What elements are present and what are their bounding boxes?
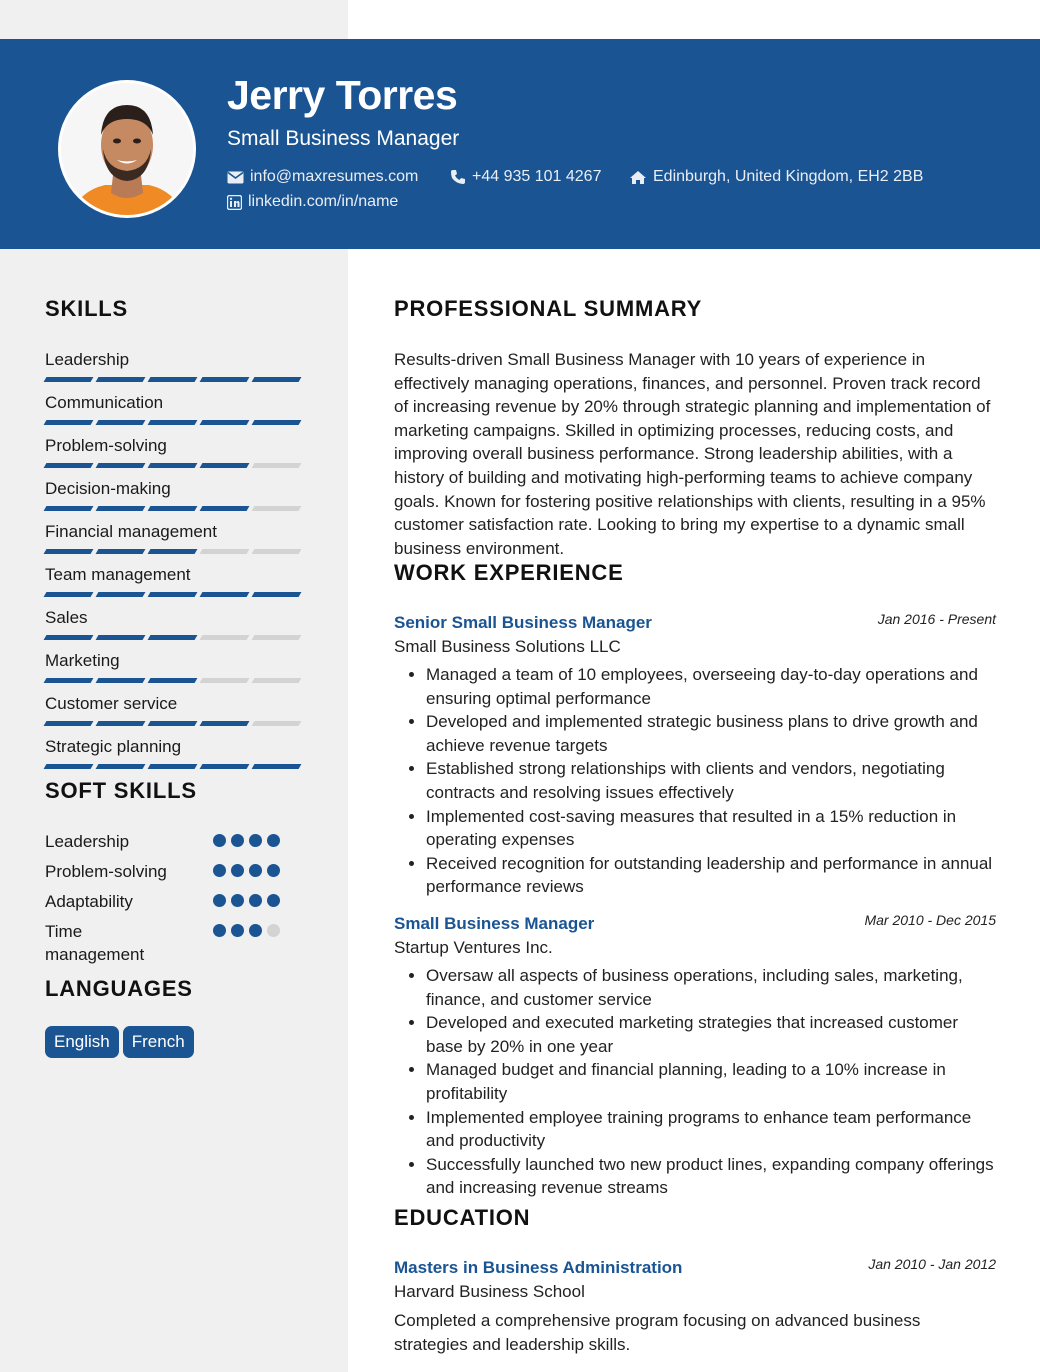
soft-skill-dot [231, 864, 244, 877]
skill-level-segment [44, 721, 94, 726]
languages-section [45, 976, 305, 1058]
job-bullet: • Oversaw all aspects of business operations, including sales, marketing, finance, and customer service [426, 964, 996, 1011]
soft-skill-dot [249, 894, 262, 907]
job-bullet: • Implemented cost-saving measures that resulted in a 15% reduction in operating expenses [426, 805, 996, 852]
skill-level-segment [200, 764, 250, 769]
skill-level-bar [45, 721, 305, 726]
location-text: Edinburgh, United Kingdom, EH2 2BB [653, 168, 924, 185]
candidate-title: Small Business Manager [227, 127, 460, 150]
skill-level-segment [252, 506, 302, 511]
skill-level-segment [252, 592, 302, 597]
skill-label: Financial management [45, 522, 217, 541]
skill-level-segment [148, 549, 198, 554]
education-description: Completed a comprehensive program focusing on advanced business strategies and leadership skills. [394, 1311, 921, 1354]
soft-skill-dot [231, 924, 244, 937]
skill-label: Customer service [45, 694, 178, 713]
job-bullet: • Established strong relationships with clients and vendors, negotiating contracts and resolving issues effectively [426, 757, 996, 804]
job-entry [394, 911, 996, 1200]
skill-row [45, 651, 305, 694]
soft-skills-heading: SOFT SKILLS [45, 778, 197, 803]
skill-level-segment [252, 377, 302, 382]
linkedin-icon [227, 195, 242, 210]
school-name: Harvard Business School [394, 1282, 585, 1301]
skill-level-segment [44, 506, 94, 511]
skills-section [45, 296, 305, 780]
skill-level-segment [44, 764, 94, 769]
soft-skill-dot [231, 834, 244, 847]
skill-level-segment [96, 420, 146, 425]
phone-text: +44 935 101 4267 [472, 168, 602, 185]
summary-heading: PROFESSIONAL SUMMARY [394, 296, 703, 321]
soft-skill-label: Adaptability [45, 892, 133, 911]
home-icon [629, 170, 647, 185]
email-text: info@maxresumes.com [250, 168, 419, 185]
job-title: Small Business Manager [394, 913, 595, 933]
avatar [58, 80, 196, 218]
skill-row [45, 436, 305, 479]
skill-level-segment [252, 463, 302, 468]
job-bullets [394, 964, 996, 1200]
skill-label: Decision-making [45, 479, 171, 498]
job-title: Senior Small Business Manager [394, 613, 652, 632]
skills-heading: SKILLS [45, 296, 129, 321]
skill-level-bar [45, 506, 305, 511]
email-contact[interactable] [227, 168, 418, 186]
soft-skill-dot [249, 924, 262, 937]
resume-header [0, 39, 1040, 249]
language-badge-french: French [123, 1026, 194, 1058]
soft-skill-dot [267, 924, 280, 937]
skill-row [45, 737, 305, 780]
skill-level-segment [148, 635, 198, 640]
skill-label: Strategic planning [45, 737, 182, 756]
skill-level-bar [45, 420, 305, 425]
skill-level-segment [44, 592, 94, 597]
soft-skill-dots [213, 834, 280, 847]
job-date: Mar 2010 - Dec 2015 [864, 911, 996, 928]
skill-level-bar [45, 678, 305, 683]
education-date: Jan 2010 - Jan 2012 [868, 1256, 996, 1272]
envelope-icon [227, 171, 244, 184]
soft-skill-dots [213, 864, 280, 877]
skill-label: Sales [45, 608, 88, 627]
skill-level-segment [44, 377, 94, 382]
skill-level-segment [96, 764, 146, 769]
soft-skills-section [45, 778, 305, 978]
soft-skill-dot [267, 894, 280, 907]
skill-level-segment [148, 463, 198, 468]
skill-level-segment [44, 420, 94, 425]
soft-skill-label: Problem-solving [45, 862, 167, 881]
linkedin-text: linkedin.com/in/name [248, 193, 399, 210]
skill-level-segment [44, 549, 94, 554]
skill-level-segment [148, 420, 198, 425]
skill-level-segment [200, 463, 250, 468]
skill-level-segment [200, 721, 250, 726]
skill-level-bar [45, 592, 305, 597]
location-contact [629, 168, 923, 186]
soft-skill-dot [213, 834, 226, 847]
skill-level-segment [148, 592, 198, 597]
skill-level-segment [44, 463, 94, 468]
skill-level-segment [148, 678, 198, 683]
skill-level-segment [148, 377, 198, 382]
skill-level-segment [252, 420, 302, 425]
skill-level-segment [252, 721, 302, 726]
skill-level-segment [96, 506, 146, 511]
skill-label: Leadership [45, 350, 130, 369]
skills-list [45, 350, 305, 780]
skill-level-segment [252, 549, 302, 554]
skill-label: Marketing [45, 651, 120, 670]
skill-level-segment [200, 377, 250, 382]
soft-skill-dot [249, 834, 262, 847]
education-section [394, 1205, 996, 1357]
job-entry [394, 613, 996, 899]
skill-level-segment [252, 764, 302, 769]
phone-contact[interactable] [450, 168, 601, 186]
skill-level-segment [148, 506, 198, 511]
skill-level-segment [96, 377, 146, 382]
skill-level-segment [96, 549, 146, 554]
skill-row [45, 522, 305, 565]
job-bullet: • Received recognition for outstanding leadership and performance in annual performance reviews [426, 852, 996, 899]
job-bullet: • Developed and implemented strategic business plans to drive growth and achieve revenue targets [426, 710, 996, 757]
skill-label: Problem-solving [45, 436, 167, 455]
skill-level-segment [44, 678, 94, 683]
company-name: Small Business Solutions LLC [394, 637, 621, 656]
languages-list [45, 1026, 305, 1058]
skill-label: Team management [45, 565, 191, 584]
company-name: Startup Ventures Inc. [394, 937, 553, 957]
skill-level-segment [252, 635, 302, 640]
skill-level-segment [148, 764, 198, 769]
skill-level-segment [200, 506, 250, 511]
skill-level-segment [96, 635, 146, 640]
degree-title: Masters in Business Administration [394, 1258, 683, 1277]
experience-section [394, 560, 996, 1200]
skill-level-segment [200, 592, 250, 597]
skill-row [45, 565, 305, 608]
skill-row [45, 479, 305, 522]
job-bullets [394, 663, 996, 899]
soft-skill-dot [213, 864, 226, 877]
summary-section [394, 296, 996, 560]
skill-level-bar [45, 463, 305, 468]
soft-skill-label: Leadership [45, 832, 130, 851]
skill-level-bar [45, 549, 305, 554]
skill-level-segment [252, 678, 302, 683]
soft-skill-label: Time management [45, 922, 145, 964]
skill-level-bar [45, 377, 305, 382]
skill-level-bar [45, 635, 305, 640]
language-badge-english: English [45, 1026, 119, 1058]
soft-skill-dots [213, 924, 280, 937]
job-bullet: • Developed and executed marketing strategies that increased customer base by 20% in one year [426, 1011, 996, 1058]
candidate-name: Jerry Torres [227, 72, 458, 118]
soft-skill-dot [213, 924, 226, 937]
job-bullet: • Successfully launched two new product lines, expanding company offerings and increasing revenue streams [426, 1153, 996, 1200]
soft-skill-dot [267, 864, 280, 877]
education-heading: EDUCATION [394, 1205, 531, 1230]
education-entry [394, 1258, 996, 1357]
skill-level-segment [96, 678, 146, 683]
job-bullet: • Implemented employee training programs to enhance team performance and productivity [426, 1106, 996, 1153]
skill-level-segment [200, 635, 250, 640]
skill-label: Communication [45, 393, 164, 412]
skill-level-bar [45, 764, 305, 769]
skill-level-segment [148, 721, 198, 726]
skill-level-segment [200, 678, 250, 683]
summary-text: Results-driven Small Business Manager with 10 years of experience in effectively managing operations, finances, and personnel. Proven track record of increasing revenue by 20% through strategic planning and implementation of marketing campaigns. Skilled in optimizing processes, reducing costs, and improving overall business performance. Strong leadership abilities, with a history of building and motivating high-performing teams to achieve company goals. Known for fostering positive relationships with clients, resulting in a 95% customer satisfaction rate. Looking to bring my expertise to a dynamic small business environment. [394, 350, 991, 558]
languages-heading: LANGUAGES [45, 976, 193, 1001]
job-bullet: • Managed a team of 10 employees, overseeing day-to-day operations and ensuring optimal performance [426, 663, 996, 710]
soft-skill-dot [267, 834, 280, 847]
skill-level-segment [96, 721, 146, 726]
phone-icon [450, 169, 466, 185]
skill-row [45, 608, 305, 651]
linkedin-contact[interactable] [227, 193, 398, 211]
skill-level-segment [200, 420, 250, 425]
skill-row [45, 350, 305, 393]
soft-skill-dots [213, 894, 280, 907]
skill-row [45, 393, 305, 436]
skill-level-segment [96, 463, 146, 468]
job-bullet: • Managed budget and financial planning, leading to a 10% increase in profitability [426, 1058, 996, 1105]
soft-skill-dot [213, 894, 226, 907]
skill-level-segment [44, 635, 94, 640]
experience-heading: WORK EXPERIENCE [394, 560, 624, 585]
skill-row [45, 694, 305, 737]
skill-level-segment [200, 549, 250, 554]
soft-skill-dot [249, 864, 262, 877]
soft-skill-dot [231, 894, 244, 907]
job-date: Jan 2016 - Present [877, 611, 996, 627]
skill-level-segment [96, 592, 146, 597]
